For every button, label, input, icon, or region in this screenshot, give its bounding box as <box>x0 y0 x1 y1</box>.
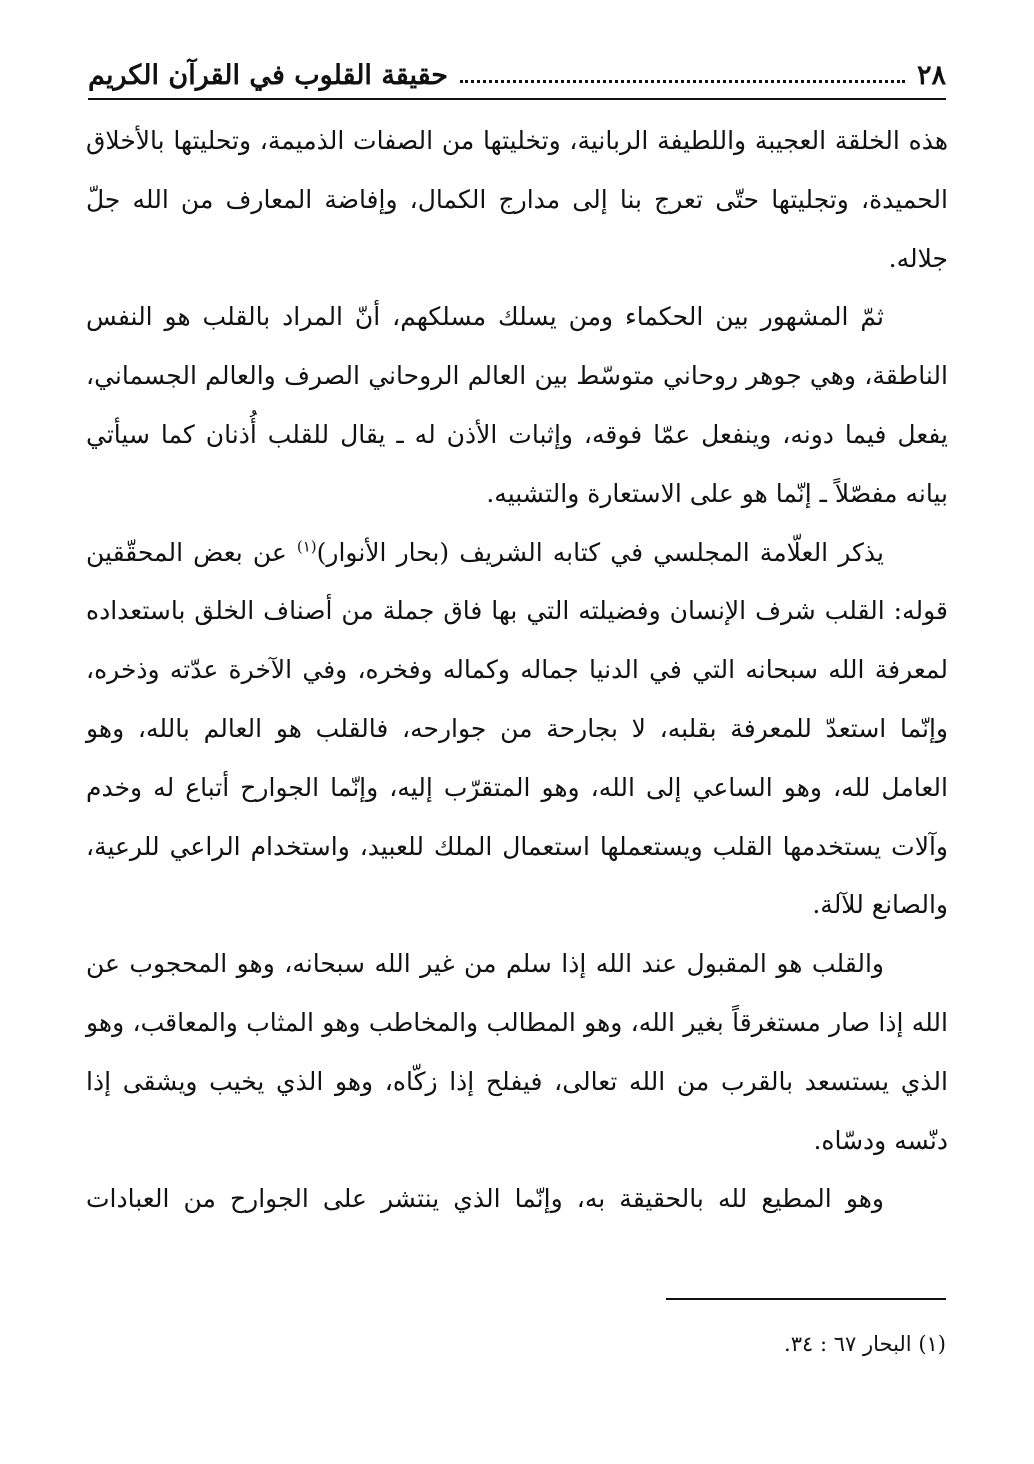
paragraph-2: ثمّ المشهور بين الحكماء ومن يسلك مسلكهم، أنّ المراد بالقلب هو النفس الناطقة، وهي جوهر روحاني متوسّط بين العالم الروحاني الصرف والعالم الجسماني، يفعل فيما دونه، وينفعل عمّا فوقه، وإثبات الأذن له ـ يقال للقلب أُذنان كما سيأتي بيانه مفصّلاً ـ إنّما هو على الاستعارة والتشبيه. <box>86 302 948 508</box>
running-header <box>88 52 946 100</box>
footnote: (١) البحار ٦٧ : ٣٤. <box>784 1332 946 1356</box>
paragraph-3 <box>86 524 948 936</box>
paragraph-1: هذه الخلقة العجيبة واللطيفة الربانية، وتخليتها من الصفات الذميمة، وتحليتها بالأخلاق الحميدة، وتجليتها حتّى تعرج بنا إلى مدارج الكمال، وإفاضة المعارف من الله جلّ جلاله. <box>86 126 948 273</box>
dotted-leader <box>460 80 905 83</box>
paragraph-5: وهو المطيع لله بالحقيقة به، وإنّما الذي ينتشر على الجوارح من العبادات <box>86 1184 884 1214</box>
book-title: حقيقة القلوب في القرآن الكريم <box>88 59 448 91</box>
body-text <box>86 112 948 1229</box>
paragraph-3-text-before-ref: يذكر العلّامة المجلسي في كتابه الشريف (بحار الأنوار) <box>316 537 884 567</box>
page-number: ٢٨ <box>916 59 946 91</box>
paragraph-3-text-after-ref: عن بعض المحقّقين قوله: القلب شرف الإنسان وفضيلته التي بها فاق جملة من أصناف الخلق باستعداده لمعرفة الله سبحانه التي في الدنيا جماله وكماله وفخره، وفي الآخرة عدّته وذخره، وإنّما استعدّ للمعرفة بقلبه، لا بجارحة من جوارحه، فالقلب هو العالم بالله، وهو العامل لله، وهو الساعي إلى الله، وهو المتقرّب إليه، وإنّما الجوارح أتباع له وخدم وآلات يستخدمها القلب ويستعملها استعمال الملك للعبيد، واستخدام الراعي للرعية، والصانع للآلة. <box>86 537 948 920</box>
footnote-reference: (١) <box>296 537 317 556</box>
paragraph-4: والقلب هو المقبول عند الله إذا سلم من غير الله سبحانه، وهو المحجوب عن الله إذا صار مستغرقاً بغير الله، وهو المطالب والمخاطب وهو المثاب والمعاقب، وهو الذي يستسعد بالقرب من الله تعالى، فيفلح إذا زكّاه، وهو الذي يخيب ويشقى إذا دنّسه ودسّاه. <box>86 949 948 1155</box>
footnote-divider <box>666 1298 946 1300</box>
